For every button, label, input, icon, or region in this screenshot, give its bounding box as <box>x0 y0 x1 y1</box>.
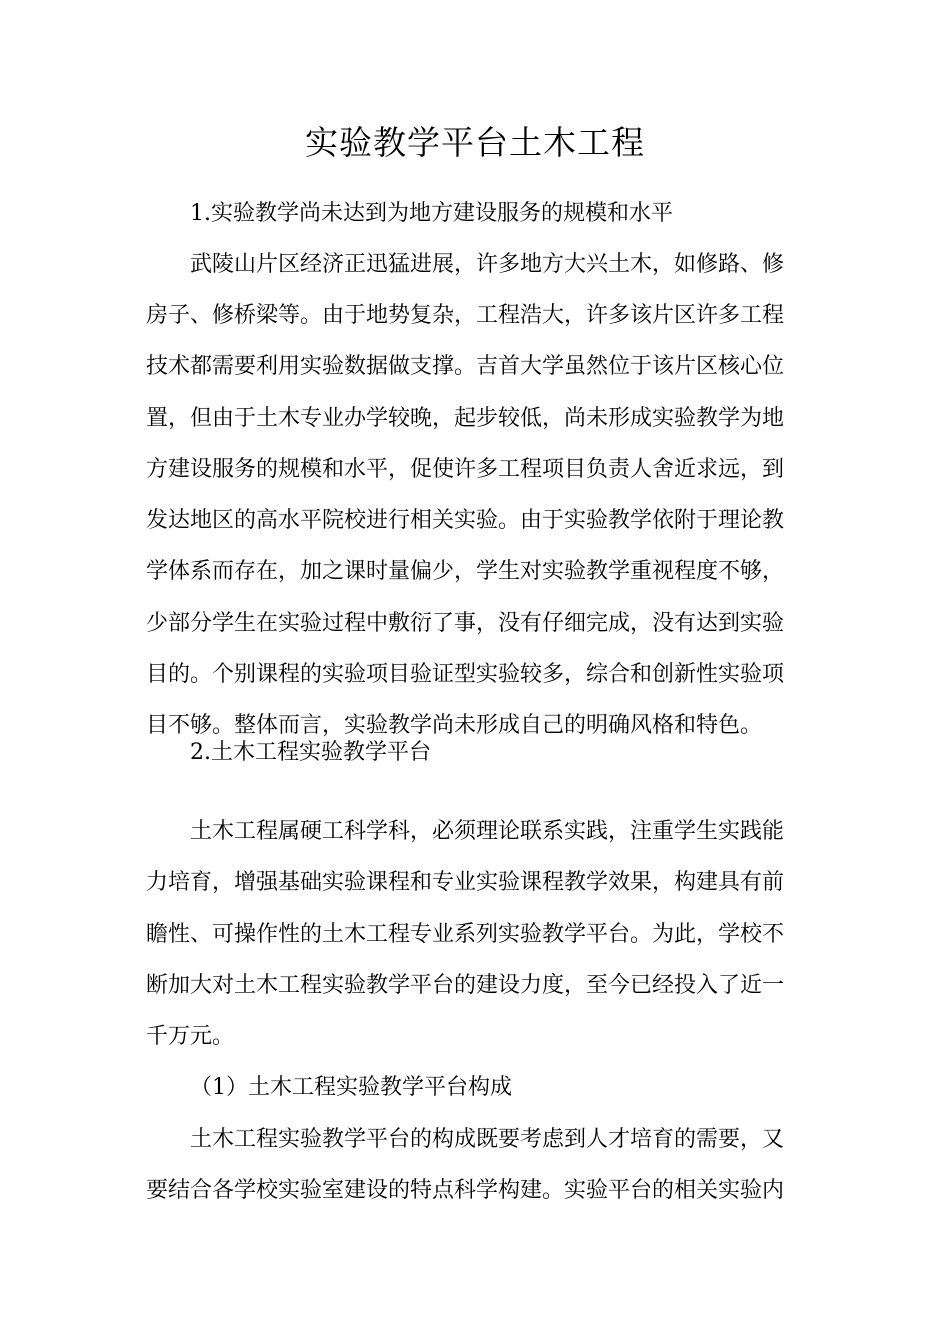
paragraph-line: 断加大对土木工程实验教学平台的建设力度，至今已经投入了近一 <box>146 973 785 998</box>
section-heading-2: 2.土木工程实验教学平台 <box>190 740 431 765</box>
paragraph-line: 少部分学生在实验过程中敷衍了事，没有仔细完成，没有达到实验 <box>146 611 785 636</box>
paragraph-line: 技术都需要利用实验数据做支撑。吉首大学虽然位于该片区核心位 <box>146 354 785 379</box>
paragraph-line: 目不够。整体而言，实验教学尚未形成自己的明确风格和特色。 <box>146 713 763 738</box>
paragraph-line: 置，但由于土木专业办学较晚，起步较低，尚未形成实验教学为地 <box>146 406 785 431</box>
subsection-heading: （1）土木工程实验教学平台构成 <box>190 1075 512 1100</box>
section-heading-1: 1.实验教学尚未达到为地方建设服务的规模和水平 <box>190 201 673 226</box>
paragraph-line: 武陵山片区经济正迅猛进展，许多地方大兴土木，如修路、修 <box>190 252 785 277</box>
paragraph-line: 力培育，增强基础实验课程和专业实验课程教学效果，构建具有前 <box>146 870 785 895</box>
paragraph-line: 发达地区的高水平院校进行相关实验。由于实验教学依附于理论教 <box>146 508 785 533</box>
paragraph-line: 房子、修桥梁等。由于地势复杂，工程浩大，许多该片区许多工程 <box>146 303 785 328</box>
paragraph-line: 土木工程实验教学平台的构成既要考虑到人才培育的需要，又 <box>190 1127 785 1152</box>
paragraph-line: 千万元。 <box>146 1024 235 1049</box>
paragraph-line: 目的。个别课程的实验项目验证型实验较多，综合和创新性实验项 <box>146 662 785 687</box>
paragraph-line: 瞻性、可操作性的土木工程专业系列实验教学平台。为此，学校不 <box>146 922 785 947</box>
paragraph-line: 要结合各学校实验室建设的特点科学构建。实验平台的相关实验内 <box>146 1178 785 1203</box>
paragraph-line: 方建设服务的规模和水平，促使许多工程项目负责人舍近求远，到 <box>146 457 785 482</box>
paragraph-line: 学体系而存在，加之课时量偏少，学生对实验教学重视程度不够， <box>146 559 785 584</box>
document-title: 实验教学平台土木工程 <box>305 123 645 162</box>
paragraph-line: 土木工程属硬工科学科，必须理论联系实践，注重学生实践能 <box>190 819 785 844</box>
